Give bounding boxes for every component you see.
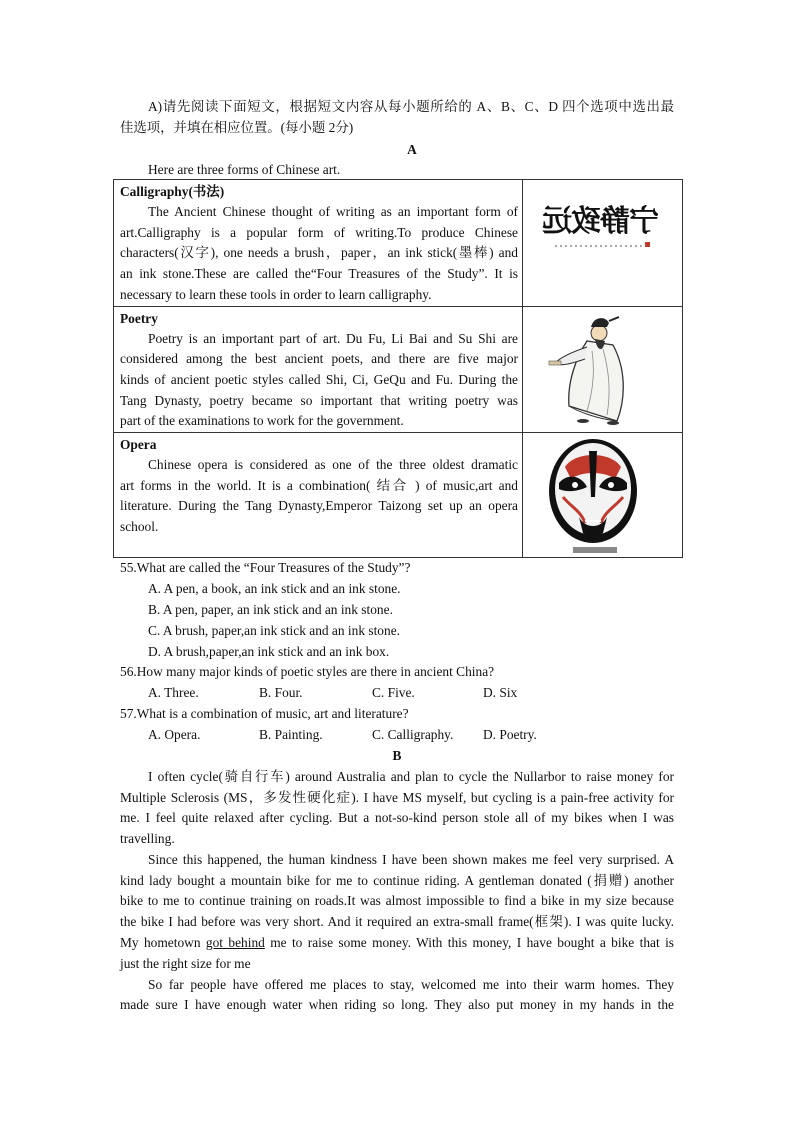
section-b-heading: B — [392, 748, 402, 763]
poetry-paragraph: Poetry is an important part of art. Du Fu, Li Bai and Su Shi are considered among the best ancient poets, and there are five major kinds of ancient poetic styles called Shi, Ci, GeQu and Fu. During the Tang Dynasty, poetry became so important that writing poetry was part of the examinations to work for the government. — [120, 330, 518, 429]
instructions-line-1: A)请先阅读下面短文，根据短文内容从每小题所给的 A、B、C、D 四个选项中选出最 — [148, 99, 674, 114]
b-p3-line-2: made sure I have enough water when riding so long. They also put money in my hands in the — [120, 997, 674, 1012]
calligraphy-image-cell — [523, 180, 683, 307]
question-56-option-a: A. Three. — [148, 685, 199, 700]
ancient-poet-image — [547, 311, 647, 429]
b-p1-line-1: I often cycle(骑自行车) around Australia and plan to cycle the Nullarbor to raise money for — [148, 769, 674, 784]
opera-image-cell — [523, 433, 683, 558]
question-57-option-c: C. Calligraphy. — [372, 727, 454, 742]
calligraphy-title: Calligraphy(书法) — [120, 184, 225, 199]
calligraphy-scroll-image: 宁静致远 — [537, 192, 665, 272]
opera-paragraph: Chinese opera is considered as one of the three oldest dramatic art forms in the world. It is a combination( 结合 ) of music,art and literature. During the Tang Dynasty,Emperor Taizong set up an opera school. — [120, 457, 518, 535]
b-p2-line-6: just the right size for me — [120, 956, 251, 971]
calligraphy-paragraph: The Ancient Chinese thought of writing as an important form of art.Calligraphy is a popular form of writing.To produce Chinese characters(汉字), one needs a brush，paper，an ink stick(墨棒) and an ink stone.These are called the“Four Treasures of the Study”. It is necessary to learn these tools in order to learn calligraphy. — [120, 204, 518, 302]
question-56-option-c: C. Five. — [372, 685, 415, 700]
table-row-opera — [114, 433, 683, 558]
table-row-poetry — [114, 306, 683, 433]
table-row-calligraphy — [114, 180, 683, 307]
b-p2-line-4: the bike I had before was very short. And it required an extra-small frame(框架). I was quite lucky. — [120, 914, 674, 929]
poetry-image-cell — [523, 306, 683, 433]
question-57-stem: 57.What is a combination of music, art and literature? — [120, 706, 409, 721]
calligraphy-text-cell — [114, 180, 523, 307]
question-55-stem: 55.What are called the “Four Treasures of the Study”? — [120, 560, 411, 575]
question-55-option-d: D. A brush,paper,an ink stick and an ink box. — [148, 644, 390, 659]
question-56-option-b: B. Four. — [259, 685, 303, 700]
b-p2-line-1: Since this happened, the human kindness I have been shown makes me feel very surprised. A — [148, 852, 674, 867]
question-56-stem: 56.How many major kinds of poetic styles are there in ancient China? — [120, 664, 495, 679]
poetry-title: Poetry — [120, 310, 158, 326]
question-55-option-c: C. A brush, paper,an ink stick and an ink stone. — [148, 623, 400, 638]
underlined-phrase: got behind — [205, 935, 265, 950]
b-p2-line-5: My hometown got behind me to raise some money. With this money, I have bought a bike that is — [120, 935, 675, 950]
question-57-option-a: A. Opera. — [148, 727, 201, 742]
chinese-art-table — [113, 179, 683, 558]
instructions-line-2: 佳选项，并填在相应位置。(每小题 2分) — [120, 120, 354, 135]
opera-title: Opera — [120, 437, 157, 453]
opera-text-cell — [114, 433, 523, 558]
question-57-option-d: D. Poetry. — [483, 727, 537, 742]
b-p1-line-3: me. I feel quite relaxed after cycling. But a not-so-kind person stole all of my bikes when I was — [120, 810, 674, 825]
b-p3-line-1: So far people have offered me places to stay, welcomed me into their warm homes. They — [148, 977, 674, 992]
b-p1-line-2: Multiple Sclerosis (MS，多发性硬化症). I have MS myself, but cycling is a pain-free activity for — [120, 790, 674, 805]
question-56-option-d: D. Six — [483, 685, 518, 700]
b-p1-line-4: travelling. — [120, 831, 175, 846]
b-p2-line-3: bike to me to continue training on roads.It was almost impossible to find a bike in my size because — [120, 893, 674, 908]
section-a-heading: A — [407, 142, 417, 157]
poetry-text-cell — [114, 306, 523, 433]
section-a-intro: Here are three forms of Chinese art. — [148, 162, 341, 177]
b-p2-line-2: kind lady bought a mountain bike for me to continue riding. A gentleman donated (捐赠) another — [120, 873, 674, 888]
question-55-option-b: B. A pen, paper, an ink stick and an ink stone. — [148, 602, 393, 617]
question-55-option-a: A. A pen, a book, an ink stick and an ink stone. — [148, 581, 401, 596]
question-57-option-b: B. Painting. — [259, 727, 323, 742]
opera-mask-image — [545, 437, 655, 555]
